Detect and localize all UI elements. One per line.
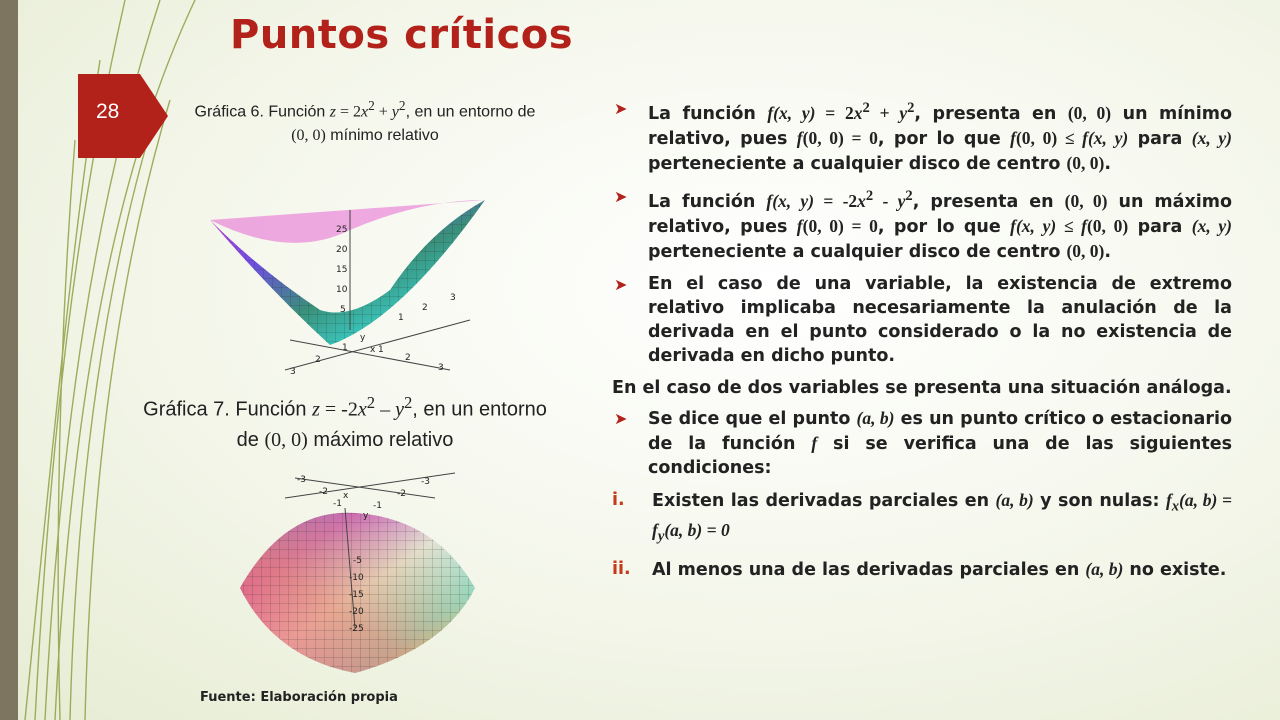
text: un mínimo relativo, pues bbox=[648, 103, 1232, 149]
text: es un punto crítico o estacionario de la función bbox=[648, 408, 1233, 454]
math: x bbox=[1171, 498, 1180, 515]
text: La función bbox=[648, 191, 767, 212]
math: f bbox=[796, 215, 803, 236]
math: (x, y) bbox=[1191, 215, 1232, 236]
math: (x, y) bbox=[1191, 127, 1232, 148]
text: , presenta en bbox=[914, 103, 1068, 124]
plot6-tick-2: 1 bbox=[342, 343, 348, 353]
plot7-tick-z-4: -25 bbox=[349, 624, 364, 634]
slide-title: Puntos críticos bbox=[230, 12, 574, 58]
graph7-caption bbox=[140, 388, 550, 455]
caption7-sup1: 2 bbox=[366, 393, 376, 412]
slide-content bbox=[612, 96, 1232, 590]
plot7-tick-2: -1 bbox=[333, 499, 342, 509]
caption6-z: z bbox=[329, 103, 336, 121]
caption7-y: y bbox=[395, 398, 404, 421]
text: Se dice que el punto bbox=[648, 408, 857, 429]
caption6-suffix: mínimo relativo bbox=[325, 127, 439, 145]
caption6-sup2: 2 bbox=[398, 98, 406, 113]
graph6-paraboloid-plot bbox=[200, 170, 490, 380]
text: En el caso de una variable, la existencia de extremo relativo implicaba necesariamente la anulación de la derivada en el punto considerado o la no existencia de derivada en dicho punto. bbox=[648, 273, 1232, 366]
math: + bbox=[869, 102, 900, 123]
plot7-tick-7: y bbox=[363, 511, 369, 521]
math: (a, b) bbox=[1085, 558, 1124, 579]
math: (x, y) bbox=[1087, 127, 1129, 148]
math: = 2 bbox=[815, 102, 854, 123]
math: 2 bbox=[907, 100, 915, 116]
text: Existen las derivadas parciales en bbox=[652, 490, 996, 511]
math: (a, b) = bbox=[1179, 489, 1232, 510]
plot7-tick-4: -2 bbox=[397, 489, 406, 499]
bullet-minimum bbox=[612, 96, 1232, 176]
item-number: ii. bbox=[612, 558, 631, 579]
slide-number: 28 bbox=[96, 100, 120, 123]
plot6-tick-z-4: 5 bbox=[340, 305, 346, 315]
math: y bbox=[657, 528, 665, 545]
caption6-mid: , en un entorno de bbox=[405, 103, 536, 121]
caption7-mid: , en un entorno de bbox=[236, 398, 547, 451]
math: y bbox=[899, 102, 908, 123]
slide-number-badge bbox=[78, 74, 168, 158]
caption7-sup2: 2 bbox=[403, 393, 413, 412]
plot6-tick-z-1: 20 bbox=[336, 245, 348, 255]
math: (0, 0) ≤ bbox=[1015, 127, 1083, 148]
text: perteneciente a cualquier disco de centro bbox=[648, 153, 1067, 174]
caption6-x: x bbox=[360, 103, 369, 121]
math: (x, y) bbox=[772, 190, 815, 211]
caption7-prefix: Gráfica 7. Función bbox=[143, 398, 313, 421]
plot7-tick-3: -1 bbox=[373, 501, 382, 511]
math: (a, b) bbox=[856, 407, 895, 428]
text: , por lo que bbox=[877, 216, 1011, 237]
math: f bbox=[652, 520, 658, 541]
bullet-icon: ➤ bbox=[614, 408, 628, 428]
math: - bbox=[873, 190, 898, 211]
math: f bbox=[1010, 127, 1016, 148]
plot6-tick-z-0: 25 bbox=[336, 225, 348, 235]
plot6-tick-8: 1 bbox=[398, 313, 404, 323]
math: (0, 0) bbox=[1064, 190, 1108, 211]
caption6-sup1: 2 bbox=[368, 98, 375, 113]
text: no existe. bbox=[1123, 559, 1227, 580]
text: , presenta en bbox=[912, 191, 1065, 212]
plot6-tick-z-3: 10 bbox=[336, 285, 348, 295]
plot7-tick-5: -3 bbox=[421, 477, 430, 487]
caption7-z: z bbox=[312, 398, 320, 421]
plot7-tick-z-2: -15 bbox=[349, 590, 364, 600]
text: . bbox=[1104, 241, 1112, 262]
math: (0, 0) bbox=[1066, 152, 1105, 173]
math: (a, b) = 0 bbox=[664, 520, 730, 541]
plot6-tick-5: 3 bbox=[438, 363, 444, 373]
bullet-one-variable bbox=[612, 272, 1232, 368]
math: 2 bbox=[905, 187, 913, 204]
caption6-plus: + bbox=[374, 103, 392, 121]
plot6-tick-7: 2 bbox=[422, 303, 428, 313]
math: = -2 bbox=[814, 190, 858, 211]
caption7-eq: = -2 bbox=[319, 398, 358, 421]
caption7-x: x bbox=[357, 398, 367, 421]
plot6-tick-6: 3 bbox=[450, 293, 456, 303]
text: Al menos una de las derivadas parciales en bbox=[652, 559, 1086, 580]
math: f bbox=[1081, 215, 1087, 236]
plot6-tick-0: 3 bbox=[290, 367, 296, 377]
plot6-tick-3: 1 bbox=[378, 345, 384, 355]
caption7-minus: – bbox=[375, 398, 396, 421]
source-note: Fuente: Elaboración propia bbox=[200, 690, 398, 705]
math: 2 bbox=[865, 187, 874, 204]
math: (0, 0) = 0 bbox=[802, 215, 878, 236]
math: f bbox=[1082, 127, 1088, 148]
math: (0, 0) bbox=[1066, 240, 1105, 261]
caption6-point: (0, 0) bbox=[291, 127, 326, 145]
text: perteneciente a cualquier disco de centro bbox=[648, 241, 1067, 262]
caption6-eq: = 2 bbox=[335, 103, 361, 121]
plot7-tick-1: -2 bbox=[319, 487, 328, 497]
plot6-tick-9: y bbox=[360, 333, 366, 343]
paragraph-two-variables: En el caso de dos variables se presenta una situación análoga. bbox=[612, 377, 1232, 398]
math: f bbox=[796, 127, 803, 148]
bullet-maximum bbox=[612, 184, 1232, 264]
bullet-icon: ➤ bbox=[614, 186, 628, 206]
math: (0, 0) bbox=[1067, 102, 1112, 123]
text: si se verifica una de las siguientes condiciones: bbox=[648, 433, 1232, 478]
graph6-caption bbox=[190, 94, 540, 148]
text: La función bbox=[648, 103, 768, 124]
math: f bbox=[766, 190, 773, 211]
math: f bbox=[811, 432, 818, 453]
math: x bbox=[857, 190, 866, 211]
bullet-icon: ➤ bbox=[614, 274, 628, 294]
math: 2 bbox=[862, 100, 870, 116]
caption7-point: (0, 0) bbox=[264, 428, 308, 451]
plot7-tick-6: x bbox=[343, 491, 349, 501]
caption6-y: y bbox=[391, 103, 399, 121]
bullet-critical-point bbox=[612, 406, 1232, 480]
text: un máximo relativo, pues bbox=[648, 191, 1233, 237]
text: para bbox=[1128, 128, 1192, 149]
math: (x, y) bbox=[773, 102, 816, 123]
math: (a, b) bbox=[995, 489, 1034, 510]
math: f bbox=[1010, 215, 1016, 236]
text: y son nulas: bbox=[1033, 490, 1166, 511]
condition-item-1 bbox=[612, 488, 1232, 549]
caption6-prefix: Gráfica 6. Función bbox=[194, 103, 330, 121]
graph7-paraboloid-plot bbox=[225, 468, 485, 683]
plot6-tick-4: 2 bbox=[405, 353, 411, 363]
item-number: i. bbox=[612, 489, 625, 510]
math: f bbox=[767, 102, 774, 123]
text: para bbox=[1128, 216, 1192, 237]
math: (x, y) ≤ bbox=[1015, 215, 1082, 236]
condition-item-2 bbox=[612, 557, 1232, 582]
text: , por lo que bbox=[877, 128, 1011, 149]
plot6-tick-10: x bbox=[370, 345, 376, 355]
plot7-tick-z-1: -10 bbox=[349, 573, 364, 583]
plot7-tick-z-3: -20 bbox=[349, 607, 364, 617]
bullet-icon: ➤ bbox=[614, 99, 628, 118]
plot6-tick-1: 2 bbox=[315, 355, 321, 365]
text: . bbox=[1104, 153, 1112, 174]
math: x bbox=[853, 102, 863, 123]
plot7-tick-0: -3 bbox=[297, 475, 306, 485]
math: (0, 0) bbox=[1086, 215, 1129, 236]
math: (0, 0) = 0 bbox=[802, 127, 878, 148]
caption7-suffix: máximo relativo bbox=[307, 428, 454, 451]
math: y bbox=[897, 190, 906, 211]
plot6-tick-z-2: 15 bbox=[336, 265, 348, 275]
plot7-tick-z-0: -5 bbox=[353, 556, 362, 566]
math: f bbox=[1165, 489, 1172, 510]
